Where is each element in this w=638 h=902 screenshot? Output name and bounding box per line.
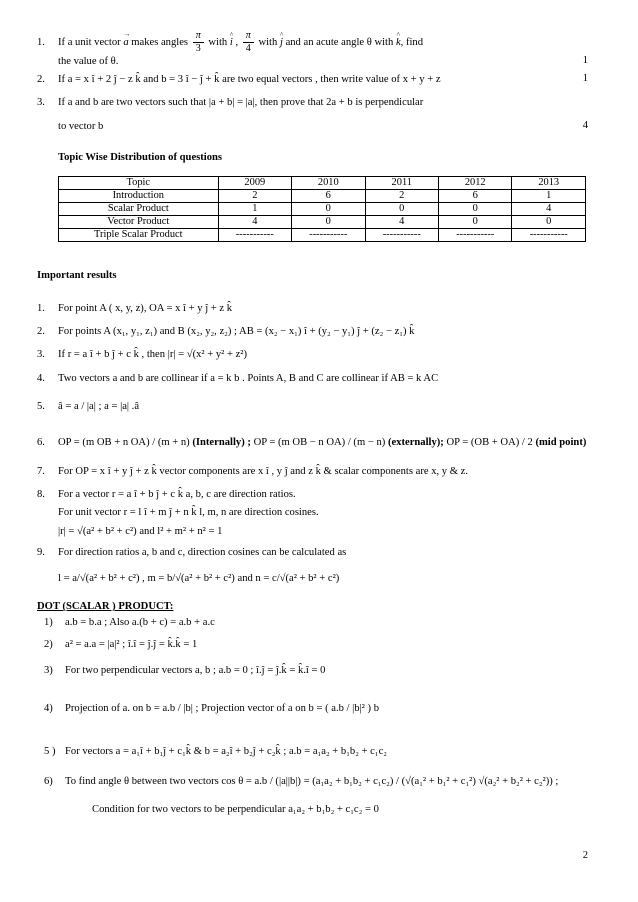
dot-item-3: 3) For two perpendicular vectors a, b ; a.b = 0 ; î.ĵ = ĵ.k̂ = k̂.î = 0 (44, 665, 326, 676)
question-2-mark: 1 (582, 73, 588, 84)
dot-item-1: 1) a.b = b.a ; Also a.(b + c) = a.b + a.c (44, 617, 215, 628)
result-9: 9. For direction ratios a, b and c, direction cosines can be calculated as (37, 547, 347, 558)
result-5: 5. â = a / |a| ; a = |a| .â (37, 401, 140, 412)
result-9-line2: l = a/√(a² + b² + c²) , m = b/√(a² + b² + c²) and n = c/√(a² + b² + c²) (58, 573, 340, 584)
question-3: 3. If a and b are two vectors such that |a + b| = |a|, then prove that 2a + b is perpendicular (37, 97, 424, 108)
dot-item-2: 2) a² = a.a = |a|² ; î.î = ĵ.ĵ = k̂.k̂ = 1 (44, 639, 198, 650)
question-3-mark: 4 (582, 120, 588, 131)
dot-item-5: 5 ) For vectors a = a₁î + b₁ĵ + c₁k̂ & b = a₂î + b₂ĵ + c₂k̂ ; a.b = a₁a₂ + b₁b₂ + c₁c₂ (44, 746, 387, 757)
table-row: Scalar Product 1 0 0 0 4 (59, 203, 586, 216)
header-cell: 2009 (218, 177, 291, 190)
header-cell: 2012 (438, 177, 511, 190)
dot-item-4: 4) Projection of a. on b = a.b / |b| ; Projection vector of a on b = ( a.b / |b|² ) b (44, 703, 379, 714)
dot-product-heading: DOT (SCALAR ) PRODUCT: (37, 601, 174, 612)
perpendicular-condition: Condition for two vectors to be perpendicular a₁a₂ + b₁b₂ + c₁c₂ = 0 (92, 804, 379, 815)
table-header-row (59, 177, 586, 190)
header-cell: Topic (59, 177, 219, 190)
table-row: Triple Scalar Product ----------- ----------- ----------- ----------- ----------- (59, 229, 586, 242)
header-cell: 2013 (512, 177, 586, 190)
result-8: 8. For a vector r = a î + b ĵ + c k̂ a, b, c are direction ratios. (37, 489, 296, 500)
topic-distribution-heading: Topic Wise Distribution of questions (58, 152, 223, 163)
question-3-line2: to vector b (58, 121, 104, 132)
important-results-heading: Important results (37, 270, 117, 281)
topic-distribution-table (58, 176, 586, 242)
question-1: 1. If a unit vector → a makes angles $\frac{\pi}{3}$ with ^ i , $\frac{\pi}{4}$ with ^ j and an acute angle θ with ^ k, find (37, 30, 588, 55)
question-2: 2. If a = x î + 2 ĵ − z k̂ and b = 3 î − ĵ + k̂ are two equal vectors , then write value of x + y + z (37, 74, 441, 85)
table-row: Vector Product 4 0 4 0 0 (59, 216, 586, 229)
result-4: 4. Two vectors a and b are collinear if a = k b . Points A, B and C are collinear if AB = k AC (37, 373, 439, 384)
result-7: 7. For OP = x î + y ĵ + z k̂ vector components are x î , y ĵ and z k̂ & scalar components are x, y & z. (37, 466, 468, 477)
header-cell: 2010 (292, 177, 365, 190)
table-row: Introduction 2 6 2 6 1 (59, 190, 586, 203)
question-1-line2: the value of θ. (58, 56, 119, 67)
result-6: 6. OP = (m OB + n OA) / (m + n) (Internally) ; OP = (m OB − n OA) / (m − n) (externally); OP = (OB + OA) / 2 (mid point) (37, 437, 587, 448)
page-number: 2 (582, 850, 588, 861)
dot-item-6: 6) To find angle θ between two vectors cos θ = a.b / (|a||b|) = (a₁a₂ + b₁b₂ + c₁c₂) / (√(a₁² + b₁² + c₁²) √(a₂² + b₂² + c₂²)) ; (44, 776, 559, 787)
pi-over-3: $\frac{\pi}{3}$ (193, 30, 204, 55)
result-8-line2: For unit vector r = l î + m ĵ + n k̂ l, m, n are direction cosines. (58, 507, 319, 518)
result-8-line3: |r| = √(a² + b² + c²) and l² + m² + n² = 1 (58, 526, 223, 537)
header-cell: 2011 (365, 177, 438, 190)
question-1-mark: 1 (582, 55, 588, 66)
result-3: 3. If r = a î + b ĵ + c k̂ , then |r| = √(x² + y² + z²) (37, 349, 247, 360)
pi-over-4: $\frac{\pi}{4}$ (243, 30, 254, 55)
result-1: 1. For point A ( x, y, z), OA = x î + y ĵ + z k̂ (37, 303, 233, 314)
result-2: 2. For points A (x₁, y₁, z₁) and B (x₂, y₂, z₂) ; AB = (x₂ − x₁) î + (y₂ − y₁) ĵ + (z₂ − z₁) k̂ (37, 326, 415, 337)
